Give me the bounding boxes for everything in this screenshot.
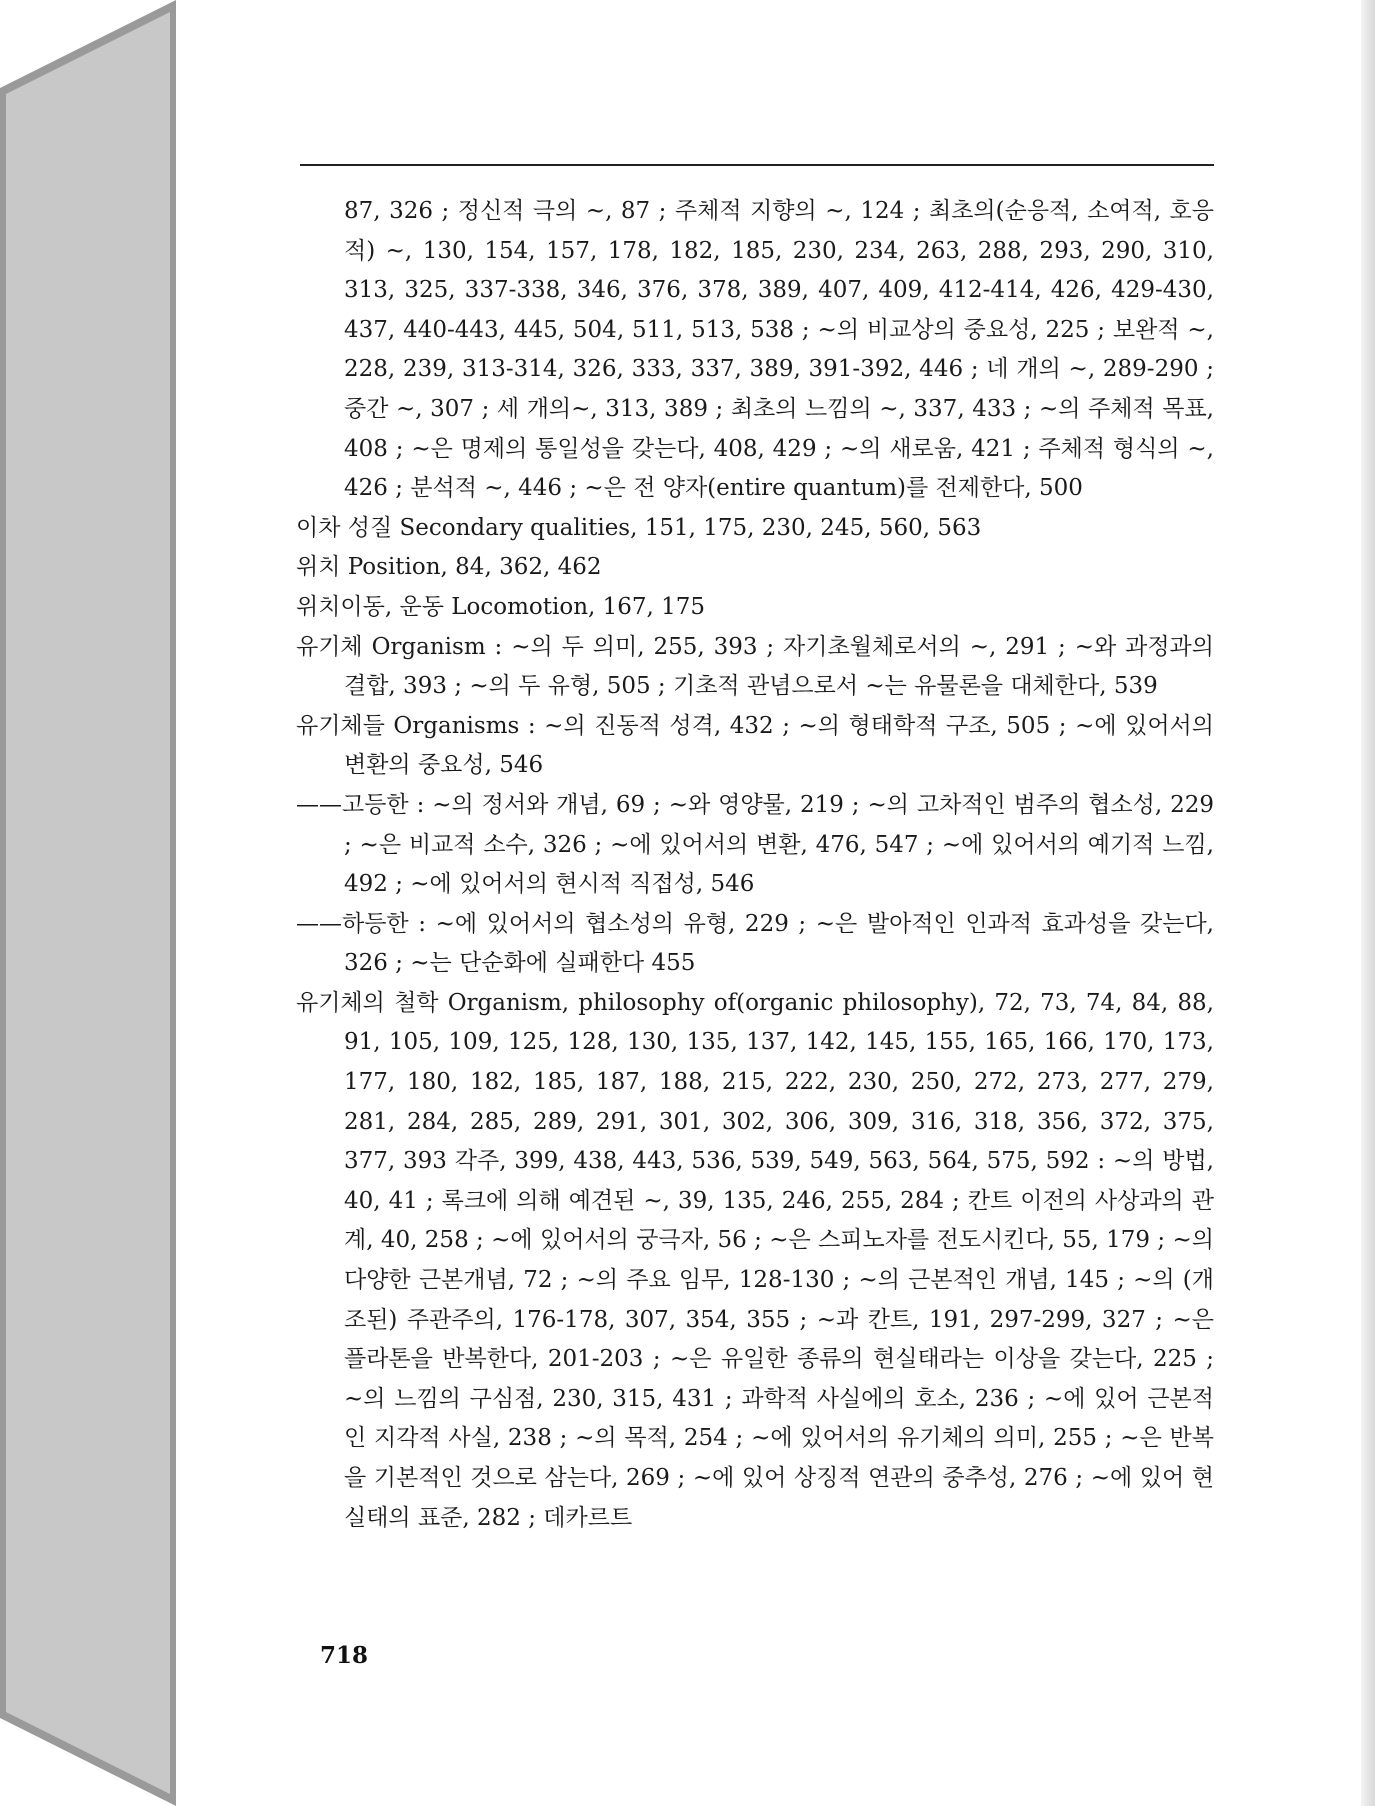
page-number: 718 [320, 1642, 369, 1669]
index-entry: 위치이동, 운동 Locomotion, 167, 175 [296, 593, 706, 620]
book-page [176, 0, 1375, 1806]
index-entry: 유기체 Organism : ~의 두 의미, 255, 393 ; 자기초월체로서의 ~, 291 ; ~와 과정과의 결합, 393 ; ~의 두 유형, 505 ; 기초적 관념으로서 ~는 유물론을 대체한다, 539 [296, 633, 1214, 700]
index-entry: ——하등한 : ~에 있어서의 협소성의 유형, 229 ; ~은 발아적인 인과적 효과성을 갖는다, 326 ; ~는 단순화에 실패한다 455 [296, 910, 1214, 977]
index-entry: ——고등한 : ~의 정서와 개념, 69 ; ~와 영양물, 219 ; ~의 고차적인 범주의 협소성, 229 ; ~은 비교적 소수, 326 ; ~에 있어서의 변환, 476, 547 ; ~에 있어서의 예기적 느낌, 492 ; ~에 있어서의 현시적 직접성, 546 [296, 791, 1214, 898]
index-entry: 위치 Position, 84, 362, 462 [296, 554, 602, 581]
top-rule [300, 164, 1214, 166]
index-entry: 이차 성질 Secondary qualities, 151, 175, 230, 245, 560, 563 [296, 514, 982, 541]
index-entry: 87, 326 ; 정신적 극의 ~, 87 ; 주체적 지향의 ~, 124 ; 최초의(순응적, 소여적, 호응적) ~, 130, 154, 157, 178, 182, 185, 230, 234, 263, 288, 293, 290, 310, 313, 325, 337-338, 346, 376, 378, 389, 407, 409, 412-414, 426, 429-430, 437, 440-443, 445, 504, 511, 513, 538 ; ~의 비교상의 중요성, 225 ; 보완적 ~, 228, 239, 313-314, 326, 333, 337, 389, 391-392, 446 ; 네 개의 ~, 289-290 ; 중간 ~, 307 ; 세 개의~, 313, 389 ; 최초의 느낌의 ~, 337, 433 ; ~의 주체적 목표, 408 ; ~은 명제의 통일성을 갖는다, 408, 429 ; ~의 새로움, 421 ; 주체적 형식의 ~, 426 ; 분석적 ~, 446 ; ~은 전 양자(entire quantum)를 전제한다, 500 [344, 198, 1214, 502]
page-edge [1361, 0, 1375, 1806]
index-body [296, 192, 1214, 1538]
index-entry: 유기체들 Organisms : ~의 진동적 성격, 432 ; ~의 형태학적 구조, 505 ; ~에 있어서의 변환의 중요성, 546 [296, 712, 1214, 779]
index-entry: 유기체의 철학 Organism, philosophy of(organic philosophy), 72, 73, 74, 84, 88, 91, 105, 109, 125, 128, 130, 135, 137, 142, 145, 155, 165, 166, 170, 173, 177, 180, 182, 185, 187, 188, 215, 222, 230, 250, 272, 273, 277, 279, 281, 284, 285, 289, 291, 301, 302, 306, 309, 316, 318, 356, 372, 375, 377, 393 각주, 399, 438, 443, 536, 539, 549, 563, 564, 575, 592 : ~의 방법, 40, 41 ; 록크에 의해 예견된 ~, 39, 135, 246, 255, 284 ; 칸트 이전의 사상과의 관계, 40, 258 ; ~에 있어서의 궁극자, 56 ; ~은 스피노자를 전도시킨다, 55, 179 ; ~의 다양한 근본개념, 72 ; ~의 주요 임무, 128-130 ; ~의 근본적인 개념, 145 ; ~의 (개조된) 주관주의, 176-178, 307, 354, 355 ; ~과 칸트, 191, 297-299, 327 ; ~은 플라톤을 반복한다, 201-203 ; ~은 유일한 종류의 현실태라는 이상을 갖는다, 225 ; ~의 느낌의 구심점, 230, 315, 431 ; 과학적 사실에의 호소, 236 ; ~에 있어 근본적인 지각적 사실, 238 ; ~의 목적, 254 ; ~에 있어서의 유기체의 의미, 255 ; ~은 반복을 기본적인 것으로 삼는다, 269 ; ~에 있어 상징적 연관의 중추성, 276 ; ~에 있어 현실태의 표준, 282 ; 데카르트 [296, 989, 1214, 1531]
